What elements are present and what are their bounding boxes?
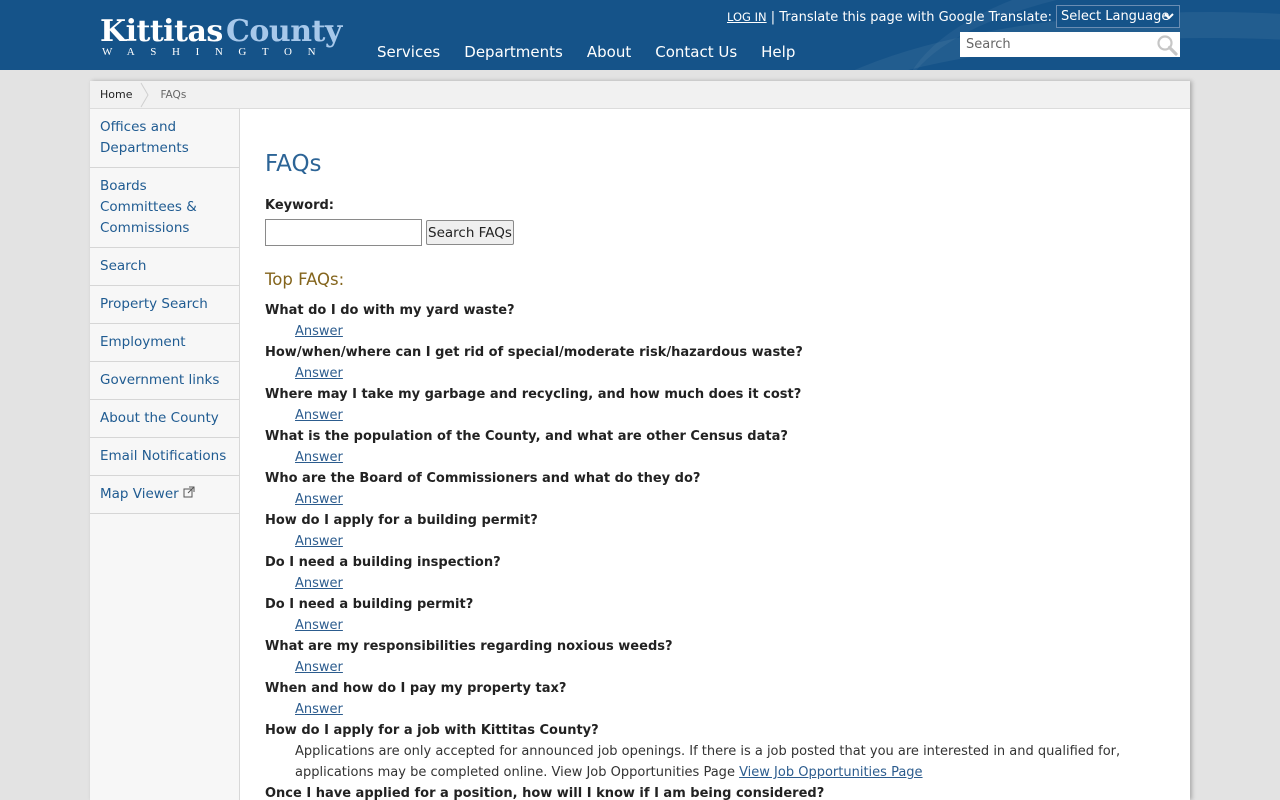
faq-answer-link[interactable]: Answer (295, 534, 343, 549)
nav-about[interactable]: About (586, 43, 632, 61)
login-link[interactable]: LOG IN (726, 10, 767, 24)
chevron-down-icon (1164, 6, 1174, 35)
keyword-input[interactable] (265, 219, 422, 246)
nav-help[interactable]: Help (761, 43, 796, 61)
view-job-opportunities-link[interactable]: View Job Opportunities Page (739, 765, 923, 780)
logo-county: County (226, 14, 342, 49)
external-link-icon (183, 488, 195, 501)
sidebar-item-government-links[interactable]: Government links (90, 362, 239, 400)
faq-question: What do I do with my yard waste? (265, 303, 515, 318)
faq-answer-link[interactable]: Answer (295, 702, 343, 717)
separator: | (770, 10, 776, 25)
nav-contact-us[interactable]: Contact Us (655, 43, 738, 61)
sidebar-item-employment[interactable]: Employment (90, 324, 239, 362)
breadcrumb-current: FAQs (160, 88, 187, 101)
main-nav (377, 42, 819, 62)
main-content (265, 109, 1175, 800)
nav-services[interactable]: Services (377, 43, 441, 61)
faq-question-job: How do I apply for a job with Kittitas County? (265, 723, 599, 738)
faq-question: Where may I take my garbage and recycling, and how much does it cost? (265, 387, 802, 402)
keyword-label: Keyword: (265, 198, 334, 213)
sidebar-item-label: Map Viewer (100, 486, 179, 502)
utility-links (727, 8, 1052, 27)
sidebar (90, 109, 240, 800)
breadcrumb-home[interactable]: Home (100, 88, 133, 101)
faq-answer-link[interactable]: Answer (295, 576, 343, 591)
search-faqs-button[interactable]: Search FAQs (426, 220, 514, 245)
translate-label: Translate this page with Google Translate: (779, 10, 1052, 25)
site-search-input[interactable] (960, 32, 1150, 57)
faq-answer-link[interactable]: Answer (295, 492, 343, 507)
site-search (960, 32, 1180, 57)
faq-question: What is the population of the County, and what are other Census data? (265, 429, 788, 444)
sidebar-item-email-notifications[interactable]: Email Notifications (90, 438, 239, 476)
faq-question: Who are the Board of Commissioners and what do they do? (265, 471, 701, 486)
faq-answer-link[interactable]: Answer (295, 660, 343, 675)
nav-departments[interactable]: Departments (464, 43, 563, 61)
sidebar-item-map-viewer[interactable] (90, 476, 239, 514)
faq-question: Do I need a building inspection? (265, 555, 501, 570)
sidebar-item-search[interactable]: Search (90, 248, 239, 286)
page-card (90, 81, 1190, 800)
language-select-value: Select Language (1061, 9, 1170, 24)
faq-inline-answer (265, 741, 1175, 783)
faq-answer-text: Applications are only accepted for announced job openings. If there is a job posted that you are interested in and qualified for, applications may be completed online. View Job Opportunities Page (295, 744, 1121, 780)
sidebar-item-offices-departments[interactable]: Offices and Departments (90, 109, 239, 168)
faq-question: What are my responsibilities regarding noxious weeds? (265, 639, 673, 654)
faq-answer-link[interactable]: Answer (295, 324, 343, 339)
top-faqs-heading: Top FAQs: (265, 270, 345, 289)
faq-question: How do I apply for a building permit? (265, 513, 538, 528)
keyword-search-row (265, 219, 1175, 246)
page-title: FAQs (265, 151, 322, 177)
logo-kittitas: Kittitas (100, 14, 223, 49)
faq-list (265, 300, 1175, 800)
breadcrumb-separator-icon (140, 81, 150, 109)
faq-question: When and how do I pay my property tax? (265, 681, 567, 696)
faq-answer-link[interactable]: Answer (295, 618, 343, 633)
faq-question: Once I have applied for a position, how will I know if I am being considered? (265, 786, 825, 800)
sidebar-item-boards-committees[interactable]: Boards Committees & Commissions (90, 168, 239, 248)
faq-answer-link[interactable]: Answer (295, 366, 343, 381)
site-logo[interactable] (100, 14, 350, 62)
faq-answer-link[interactable]: Answer (295, 408, 343, 423)
logo-washington: WASHINGTON (102, 46, 332, 58)
faq-question: Do I need a building permit? (265, 597, 474, 612)
breadcrumb (90, 81, 1190, 109)
faq-question: How/when/where can I get rid of special/moderate risk/hazardous waste? (265, 345, 803, 360)
sidebar-item-about-county[interactable]: About the County (90, 400, 239, 438)
search-icon[interactable] (1156, 34, 1178, 56)
site-header (0, 0, 1280, 70)
language-select[interactable] (1056, 5, 1180, 28)
faq-answer-link[interactable]: Answer (295, 450, 343, 465)
sidebar-item-property-search[interactable]: Property Search (90, 286, 239, 324)
